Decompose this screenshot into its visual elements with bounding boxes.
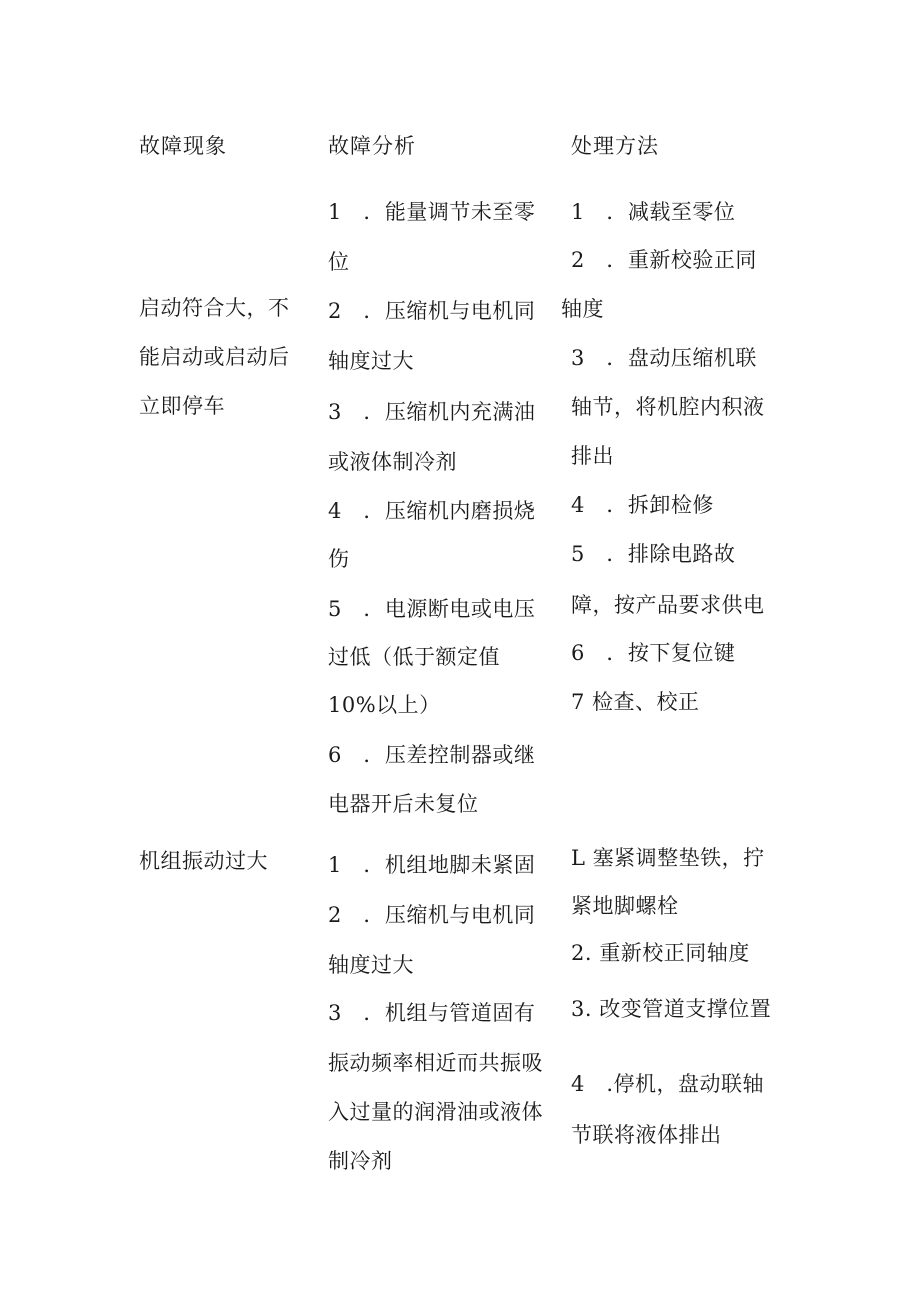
row1-symptom-line: 启动符合大，不 <box>139 296 290 320</box>
row2-analysis-line: 2 ．压缩机与电机同 <box>328 903 536 927</box>
row2-analysis-line: 入过量的润滑油或液体 <box>328 1100 543 1124</box>
row1-method-line: 7 检查、校正 <box>571 690 700 714</box>
row2-method-line: L 塞紧调整垫铁，拧 <box>571 846 765 870</box>
row2-method-line: 2. 重新校正同轴度 <box>571 941 750 965</box>
row1-analysis-line: 6 ．压差控制器或继 <box>328 743 536 767</box>
header-analysis: 故障分析 <box>328 134 416 158</box>
header-method: 处理方法 <box>571 134 659 158</box>
row1-method-line: 1 ．减载至零位 <box>571 200 736 224</box>
row2-method-line: 3. 改变管道支撑位置 <box>571 997 772 1021</box>
row1-analysis-line: 或液体制冷剂 <box>328 450 457 474</box>
row2-analysis-line: 轴度过大 <box>328 953 414 977</box>
row2-analysis-line: 1 ．机组地脚未紧固 <box>328 853 536 877</box>
row2-method-line: 节联将液体排出 <box>571 1123 722 1147</box>
row1-method-line: 轴度 <box>561 297 604 321</box>
row1-method-line: 3 ．盘动压缩机联 <box>571 346 757 370</box>
row1-analysis-line: 4 ．压缩机内磨损烧 <box>328 499 536 523</box>
row1-symptom-line: 立即停车 <box>139 394 225 418</box>
row1-method-line: 轴节，将机腔内积液 <box>571 395 765 419</box>
row1-method-line: 5 ．排除电路故 <box>571 542 736 566</box>
row1-analysis-line: 过低（低于额定值 <box>328 645 500 669</box>
row2-analysis-line: 制冷剂 <box>328 1149 393 1173</box>
row1-analysis-line: 3 ．压缩机内充满油 <box>328 400 536 424</box>
row2-method-line: 4 .停机，盘动联轴 <box>571 1072 765 1096</box>
header-symptom: 故障现象 <box>139 134 227 158</box>
row2-symptom-line: 机组振动过大 <box>139 849 268 873</box>
row1-analysis-line: 伤 <box>328 547 350 571</box>
row2-analysis-line: 3 ．机组与管道固有 <box>328 1001 536 1025</box>
row1-method-line: 排出 <box>571 444 614 468</box>
row1-method-line: 障，按产品要求供电 <box>571 593 765 617</box>
row1-analysis-line: 1 ．能量调节未至零 <box>328 200 536 224</box>
row1-method-line: 2 ．重新校验正同 <box>571 248 757 272</box>
row1-analysis-line: 5 ．电源断电或电压 <box>328 597 536 621</box>
row2-method-line: 紧地脚螺栓 <box>571 894 679 918</box>
row1-method-line: 4 ．拆卸检修 <box>571 493 714 517</box>
row1-analysis-line: 轴度过大 <box>328 349 414 373</box>
row1-method-line: 6 ．按下复位键 <box>571 641 736 665</box>
row1-analysis-line: 10%以上） <box>328 693 441 717</box>
row2-analysis-line: 振动频率相近而共振吸 <box>328 1051 543 1075</box>
row1-symptom-line: 能启动或启动后 <box>139 345 290 369</box>
row1-analysis-line: 位 <box>328 250 350 274</box>
row1-analysis-line: 2 ．压缩机与电机同 <box>328 299 536 323</box>
row1-analysis-line: 电器开后未复位 <box>328 792 479 816</box>
